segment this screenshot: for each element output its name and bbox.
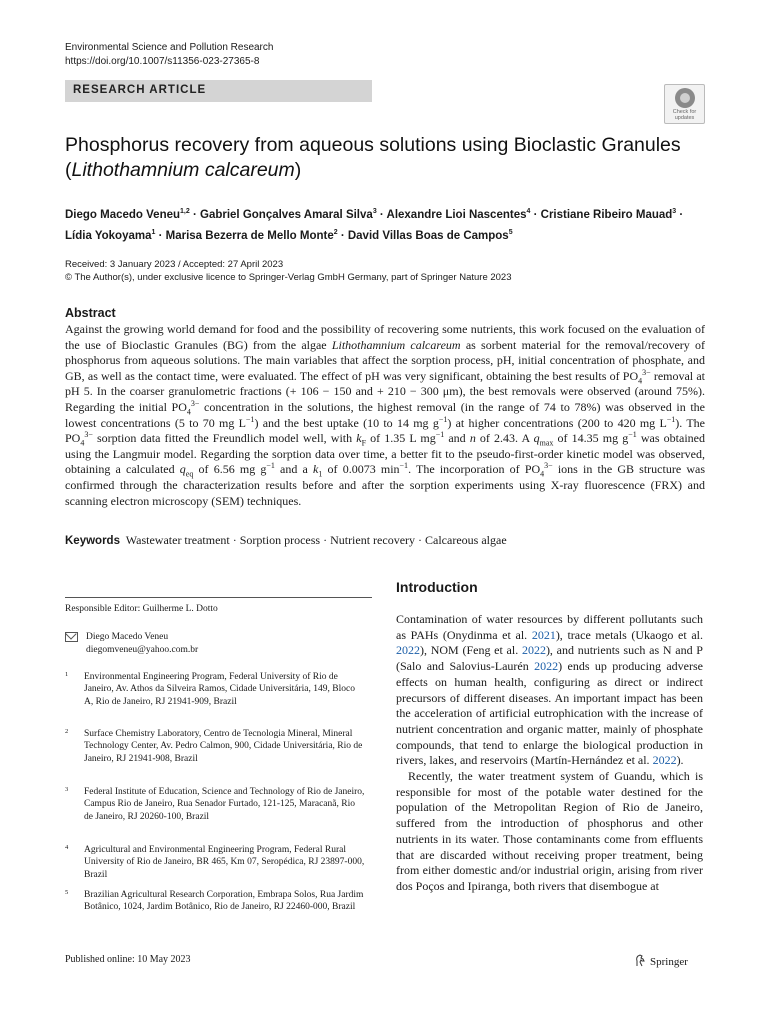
abstract-text: sorption data fitted the Freundlich model well, with (92, 431, 357, 446)
section-heading-introduction: Introduction (396, 579, 478, 595)
author-affiliation: 1 (151, 228, 156, 236)
keywords-list: Wastewater treatment · Sorption process · Nutrient recovery · Calcareous algae (125, 533, 507, 547)
formula-sub: 4 (186, 407, 191, 417)
published-date: Published online: 10 May 2023 (65, 954, 191, 965)
abstract-text: removal at pH 5. In the coarser granulometric fractions (+ 106 − 150 and + 210 − 300 μm), the best removals were observed (around 75%). Regarding the initial PO (65, 368, 705, 414)
author[interactable] (348, 230, 513, 242)
abstract-text: . The incorporation of PO (408, 462, 541, 477)
affiliation-number: 3 (65, 786, 69, 793)
abstract-body (65, 322, 705, 509)
author-name: Alexandre Lioi Nascentes (386, 208, 527, 221)
author[interactable] (200, 209, 377, 221)
abstract-text: ) and the best uptake (10 to 14 mg g (254, 415, 439, 430)
paragraph: Recently, the water treatment system of Guandu, which is responsible for most of the potable water destined for the population of the Metropolitan Region of Rio de Janeiro, suffered from the introduction of phosphorus and other nutrients in its water. Those contaminants come from effluents that are discarded without receiving proper treatment, being from either domestic and/or industrial origin, arising from river dos Poços and Ipiranga, both rivers that disembogue at (396, 769, 703, 893)
unit-exponent: −1 (628, 430, 637, 440)
abstract-text: of 6.56 mg g (193, 462, 267, 477)
abstract-text: of 0.0073 min (322, 462, 400, 477)
footnote-divider (65, 597, 372, 598)
author-separator: · (155, 229, 166, 242)
corresponding-email[interactable]: diegomveneu@yahoo.com.br (86, 645, 199, 655)
formula-sub: 4 (638, 376, 643, 386)
journal-name: Environmental Science and Pollution Research (65, 42, 274, 53)
paragraph-text: ), and nutrients such as N and P (Salo and Salovius-Laurén (396, 643, 703, 674)
citation-link[interactable]: 2022 (521, 643, 546, 658)
abstract-text: as sorbent material for the removal/recovery of phosphorus from aqueous solutions. The main variables that affect the sorption process, pH, initial concentration of phosphate, and GB, as well as the contact time, were evaluated. The effect of pH was very significant, obtaining the best results of PO (65, 337, 706, 383)
math-var: k (313, 462, 319, 477)
abstract-text: and a (274, 462, 314, 477)
paragraph (396, 612, 703, 769)
affiliation-text: Agricultural and Environmental Engineering Program, Federal Rural University of Rio de Janeiro, BR 465, Km 07, Seropédica, RJ 23897-000, Brazil (84, 845, 365, 880)
article-type-banner (65, 80, 372, 102)
crossmark-icon (675, 88, 695, 108)
unit-exponent: −1 (666, 414, 676, 424)
author[interactable] (387, 209, 531, 221)
unit-exponent: −1 (435, 430, 445, 440)
author[interactable] (541, 209, 677, 221)
author[interactable] (166, 230, 338, 242)
affiliation-text: Surface Chemistry Laboratory, Centro de Tecnologia Mineral, Mineral Technology Center, Av. Pedro Calmon, 900, Cidade Universitária, Rio de Janeiro, RJ 21941-908, Brazil (84, 729, 363, 764)
math-var: q (179, 462, 186, 477)
article-title (65, 133, 705, 183)
affiliation (65, 728, 365, 765)
author[interactable] (65, 209, 190, 221)
author-name: Gabriel Gonçalves Amaral Silva (200, 208, 373, 221)
check-for-updates-badge[interactable] (664, 84, 705, 124)
author-name: Cristiane Ribeiro Mauad (540, 208, 673, 221)
author-affiliation: 4 (526, 208, 531, 215)
abstract-text: of 2.43. A (475, 431, 534, 446)
author-affiliation: 3 (372, 208, 377, 215)
formula-sup: 3− (544, 461, 553, 471)
title-line-2 (65, 158, 705, 183)
author-affiliation: 5 (508, 228, 513, 236)
abstract-species: Lithothamnium calcareum (331, 337, 461, 352)
affiliation-number: 4 (65, 844, 69, 851)
abstract-text: of 14.35 mg g (553, 431, 629, 446)
unit-exponent: −1 (399, 461, 409, 471)
unit-exponent: −1 (438, 414, 448, 424)
affiliation (65, 844, 365, 881)
citation-link[interactable]: 2022 (534, 659, 559, 674)
author-name: Diego Macedo Veneu (65, 208, 181, 221)
title-line-1: Phosphorus recovery from aqueous solutions using Bioclastic Granules (65, 134, 681, 156)
affiliation-text: Federal Institute of Education, Science and Technology of Rio de Janeiro, Campus Rio de Janeiro, Rua Senador Furtado, 121-125, Maracanã, Rio de Janeiro, RJ 20260-100, Brazil (84, 787, 365, 822)
abstract-text: ). The PO (65, 415, 706, 446)
keywords-label: Keywords (65, 535, 120, 547)
paragraph-text: ), trace metals (Ukaogo et al. (555, 627, 704, 642)
introduction-body (396, 612, 703, 895)
affiliation-text: Brazilian Agricultural Research Corporation, Embrapa Solos, Rua Jardim Botânico, 1024, Jardim Botânico, Rio de Janeiro, RJ 22460-000, Brazil (84, 890, 364, 913)
author-separator: · (376, 208, 387, 221)
math-var: q (533, 431, 540, 446)
corresponding-name: Diego Macedo Veneu (86, 632, 169, 642)
author-separator: · (676, 208, 684, 221)
abstract-text: ) at higher concentrations (200 to 420 mg L (447, 415, 667, 430)
math-var: n (469, 431, 476, 446)
paragraph-text: ) ends up producing adverse effects on human health, configuring as direct or indirect precursors of different diseases. An important impact has been the acceleration of artificial eutrophication with the increase of nutrient concentration and organic matter, mainly of phosphate compounds, that tend to enlarge the biological production in rivers, lakes, and reservoirs (Martín-Hernández et al. (396, 659, 703, 768)
unit-exponent: −1 (245, 414, 255, 424)
title-paren-open: ( (65, 159, 72, 181)
paragraph-text: ). (676, 753, 684, 768)
paragraph-text: Contamination of water resources by different pollutants such as PAHs (Onydinma et al. (396, 612, 703, 642)
formula-sup: 3− (190, 398, 200, 408)
citation-link[interactable]: 2022 (396, 643, 420, 658)
crossmark-label-bottom: updates (674, 115, 695, 121)
math-sub: eq (185, 469, 194, 479)
author-affiliation: 1,2 (180, 208, 190, 215)
corresponding-name-line (65, 631, 198, 644)
crossmark-label-top: Check for (672, 109, 697, 115)
unit-exponent: −1 (266, 461, 275, 471)
author[interactable] (65, 230, 155, 242)
math-sub: F (361, 438, 367, 448)
title-species: Lithothamnium calcareum (71, 159, 295, 181)
affiliation-number: 1 (65, 671, 69, 678)
author-affiliation: 2 (333, 228, 338, 236)
abstract-text: was obtained using the Langmuir model. Regarding the sorption data over time, a better fit to the pseudo-first-order kinetic model was observed, obtaining a calculated (65, 431, 705, 477)
springer-horse-icon (634, 954, 646, 967)
received-accepted: Received: 3 January 2023 / Accepted: 27 April 2023 (65, 259, 284, 270)
affiliation (65, 671, 365, 708)
author-separator: · (530, 208, 541, 221)
math-sub: max (539, 438, 554, 448)
abstract-text: Against the growing world demand for food and the possibility of recovering some nutrients, this work focused on the evaluation of the use of Bioclastic Granules (BG) from the algae (65, 322, 705, 352)
envelope-icon (65, 632, 78, 642)
citation-link[interactable]: 2021 (531, 627, 556, 642)
article-type: RESEARCH ARTICLE (73, 84, 207, 96)
affiliation-number: 5 (65, 889, 69, 896)
math-sub: 1 (318, 469, 323, 479)
affiliation-text: Environmental Engineering Program, Federal University of Rio de Janeiro, Av. Athos da Silveira Ramos, Cidade Universitária, 149, Bloco A, Rio de Janeiro, RJ 21941-909, Brazil (84, 672, 355, 707)
journal-info (65, 41, 273, 69)
copyright-notice: © The Author(s), under exclusive licence to Springer-Verlag GmbH Germany, part of Springer Nature 2023 (65, 272, 512, 283)
author-name: Marisa Bezerra de Mello Monte (165, 229, 334, 242)
publisher-name: Springer (650, 956, 688, 968)
author-separator: · (189, 208, 200, 221)
author-affiliation: 3 (672, 208, 677, 215)
abstract-text: ions in the GB structure was confirmed through the characterization results before and after the sorption experiments using X-ray fluorescence (FRX) and scanning electron microscopy (SEM) techniques. (65, 462, 705, 508)
doi-link[interactable]: https://doi.org/10.1007/s11356-023-27365-8 (65, 56, 260, 67)
formula-sub: 4 (540, 469, 545, 479)
math-var: k (356, 431, 362, 446)
abstract-text: and (444, 431, 470, 446)
article-dates (65, 258, 512, 284)
publisher-logo (634, 954, 688, 968)
author-name: Lídia Yokoyama (65, 229, 152, 242)
affiliation (65, 889, 365, 914)
formula-sup: 3− (84, 430, 93, 440)
keywords (65, 533, 507, 548)
responsible-editor: Responsible Editor: Guilherme L. Dotto (65, 604, 218, 614)
formula-sup: 3− (642, 367, 651, 377)
abstract-text: of 1.35 L mg (366, 431, 436, 446)
abstract-heading: Abstract (65, 306, 116, 320)
author-name: David Villas Boas de Campos (347, 229, 509, 242)
formula-sub: 4 (80, 438, 85, 448)
abstract-text: concentration in the solutions, the highest removal (in the range of 74 to 78%) was observed in the lowest concentrations (5 to 70 mg L (65, 399, 706, 430)
author-list (65, 203, 705, 245)
author-separator: · (337, 229, 348, 242)
affiliation (65, 786, 365, 823)
affiliation-number: 2 (65, 728, 69, 735)
corresponding-author (65, 631, 198, 657)
paragraph-text: ), NOM (Feng et al. (420, 643, 522, 658)
title-paren-close: ) (294, 159, 302, 181)
citation-link[interactable]: 2022 (652, 753, 677, 768)
